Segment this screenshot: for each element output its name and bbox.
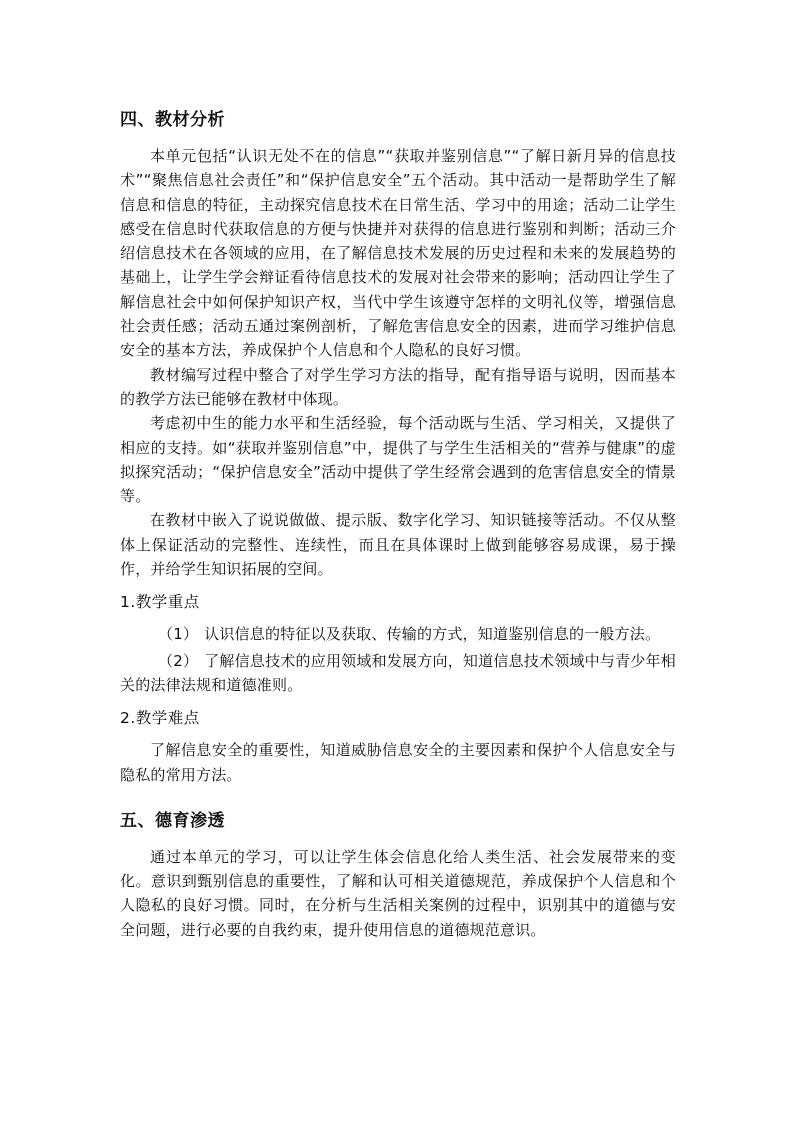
paragraph-difficult-points: 了解信息安全的重要性，知道威胁信息安全的主要因素和保护个人信息安全与隐私的常用方法。 xyxy=(120,741,676,784)
paragraph-teaching-methods: 教材编写过程中整合了对学生学习方法的指导，配有指导语与说明，因而基本的教学方法已能够在教材中体现。 xyxy=(120,365,676,408)
subheading-difficult-points: 2.教学难点 xyxy=(120,709,200,728)
subheading-key-points: 1.教学重点 xyxy=(120,593,200,612)
section-heading-moral-education: 五、德育渗透 xyxy=(120,810,225,831)
list-item-text: 认识信息的特征以及获取、传输的方式，知道鉴别信息的一般方法。 xyxy=(204,625,661,644)
paragraph-embedded-activities: 在教材中嵌入了说说做做、提示版、数字化学习、知识链接等活动。不仅从整体上保证活动的完整性、连续性，而且在具体课时上做到能够容易成课，易于操作，并给学生知识拓展的空间。 xyxy=(120,511,676,579)
list-item-key-point-2 xyxy=(120,649,676,698)
list-item-text: 了解信息技术的应用领域和发展方向，知道信息技术领域中与青少年相关的法律法规和道德准则。 xyxy=(120,651,676,694)
list-item-key-point-1 xyxy=(120,622,676,646)
paragraph-moral-education: 通过本单元的学习，可以让学生体会信息化给人类生活、社会发展带来的变化。意识到甄别信息的重要性，了解和认可相关道德规范，养成保护个人信息和个人隐私的良好习惯。同时，在分析与生活相关案例的过程中，识别其中的道德与安全问题，进行必要的自我约束，提升使用信息的道德规范意识。 xyxy=(120,847,676,939)
list-number: （1） xyxy=(158,625,199,644)
document-page xyxy=(120,106,676,942)
paragraph-unit-overview: 本单元包括“认识无处不在的信息”“获取并鉴别信息”“了解日新月异的信息技术”“聚焦信息社会责任”和“保护信息安全”五个活动。其中活动一是帮助学生了解信息和信息的特征，主动探究信息技术在日常生活、学习中的用途；活动二让学生感受在信息时代获取信息的方便与快捷并对获得的信息进行鉴别和判断；活动三介绍信息技术在各领域的应用，在了解信息技术发展的历史过程和未来的发展趋势的基础上，让学生学会辩证看待信息技术的发展对社会带来的影响；活动四让学生了解信息社会中如何保护知识产权，当代中学生该遵守怎样的文明礼仪等，增强信息社会责任感；活动五通过案例剖析，了解危害信息安全的因素，进而学习维护信息安全的基本方法，养成保护个人信息和个人隐私的良好习惯。 xyxy=(120,147,676,360)
list-number: （2） xyxy=(158,651,199,670)
section-heading-textbook-analysis: 四、教材分析 xyxy=(120,110,225,130)
paragraph-student-level: 考虑初中生的能力水平和生活经验，每个活动既与生活、学习相关，又提供了相应的支持。如“获取并鉴别信息”中，提供了与学生生活相关的“营养与健康”的虚拟探究活动；“保护信息安全”活动中提供了学生经常会遇到的危害信息安全的情景等。 xyxy=(120,414,676,506)
